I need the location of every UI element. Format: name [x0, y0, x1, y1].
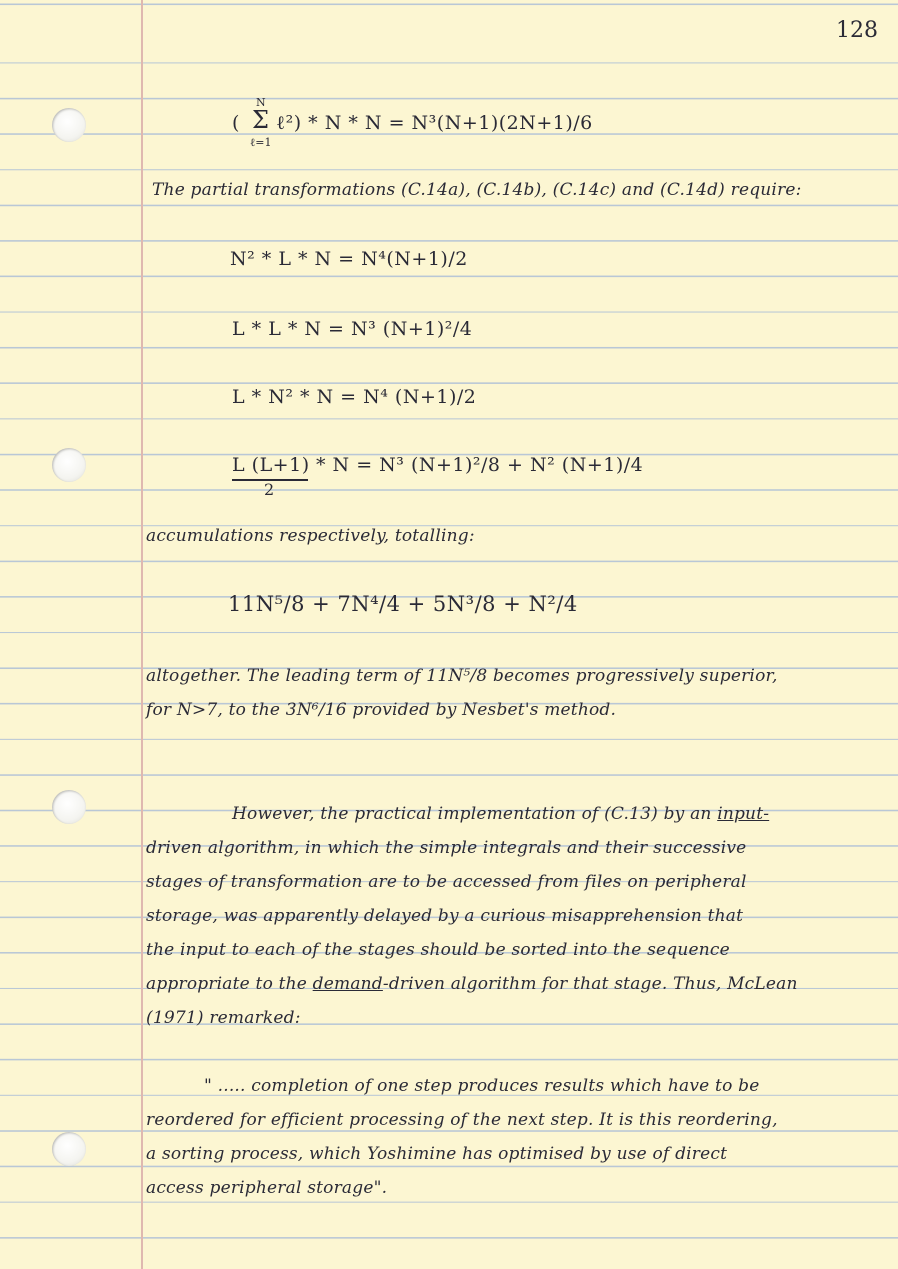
equation-4: L * N² * N = N⁴ (N+1)/2 [232, 386, 477, 408]
summation-symbol [250, 98, 272, 148]
equation-5-numerator: L (L+1) [232, 454, 310, 476]
accumulations-line: accumulations respectively, totalling: [146, 526, 475, 546]
page-number: 128 [836, 18, 878, 43]
sum-upper-limit: N [256, 96, 266, 109]
equation-5: * N = N³ (N+1)²/8 + N² (N+1)/4 [316, 454, 644, 476]
paragraph-2-line-5: the input to each of the stages should be sorted into the sequence [146, 940, 730, 960]
sigma-icon: Σ [252, 106, 269, 134]
margin-line [141, 0, 143, 1269]
altogether-line-2: for N>7, to the 3N⁶/16 provided by Nesbet's method. [146, 700, 617, 720]
equation-5-denominator: 2 [264, 480, 275, 499]
equation-1-open: ( [232, 112, 240, 134]
paragraph-2-line-2: driven algorithm, in which the simple integrals and their successive [146, 838, 747, 858]
paragraph-2-line-1-text: However, the practical implementation of (C.13) by an [232, 804, 718, 824]
punch-hole [52, 448, 86, 482]
paragraph-2-line-3: stages of transformation are to be accessed from files on peripheral [146, 872, 747, 892]
paragraph-2-line-6 [146, 974, 798, 994]
quote-line-3: a sorting process, which Yoshimine has optimised by use of direct [146, 1144, 728, 1164]
quote-line-4: access peripheral storage". [146, 1178, 388, 1198]
paragraph-2-line-6-rest: -driven algorithm for that stage. Thus, McLean [382, 974, 798, 994]
punch-hole [52, 790, 86, 824]
quote-line-1: " ..... completion of one step produces results which have to be [204, 1076, 760, 1096]
quote-line-2: reordered for efficient processing of the next step. It is this reordering, [146, 1110, 778, 1130]
punch-hole [52, 1132, 86, 1166]
equation-2: N² * L * N = N⁴(N+1)/2 [230, 248, 468, 270]
paragraph-2-line-4: storage, was apparently delayed by a curious misapprehension that [146, 906, 744, 926]
altogether-line-1: altogether. The leading term of 11N⁵/8 becomes progressively superior, [146, 666, 778, 686]
sum-lower-limit: ℓ=1 [250, 136, 272, 149]
underlined-demand: demand [312, 974, 383, 994]
intro-line: The partial transformations (C.14a), (C.14b), (C.14c) and (C.14d) require: [152, 180, 802, 200]
paragraph-2-line-6-text: appropriate to the [146, 974, 313, 994]
paragraph-2-line-1 [232, 804, 769, 824]
punch-hole [52, 108, 86, 142]
equation-6: 11N⁵/8 + 7N⁴/4 + 5N³/8 + N²/4 [228, 592, 578, 616]
equation-1: ℓ²) * N * N = N³(N+1)(2N+1)/6 [276, 112, 593, 134]
underlined-input: input- [717, 804, 770, 824]
equation-3: L * L * N = N³ (N+1)²/4 [232, 318, 473, 340]
paragraph-2-line-7: (1971) remarked: [146, 1008, 301, 1028]
